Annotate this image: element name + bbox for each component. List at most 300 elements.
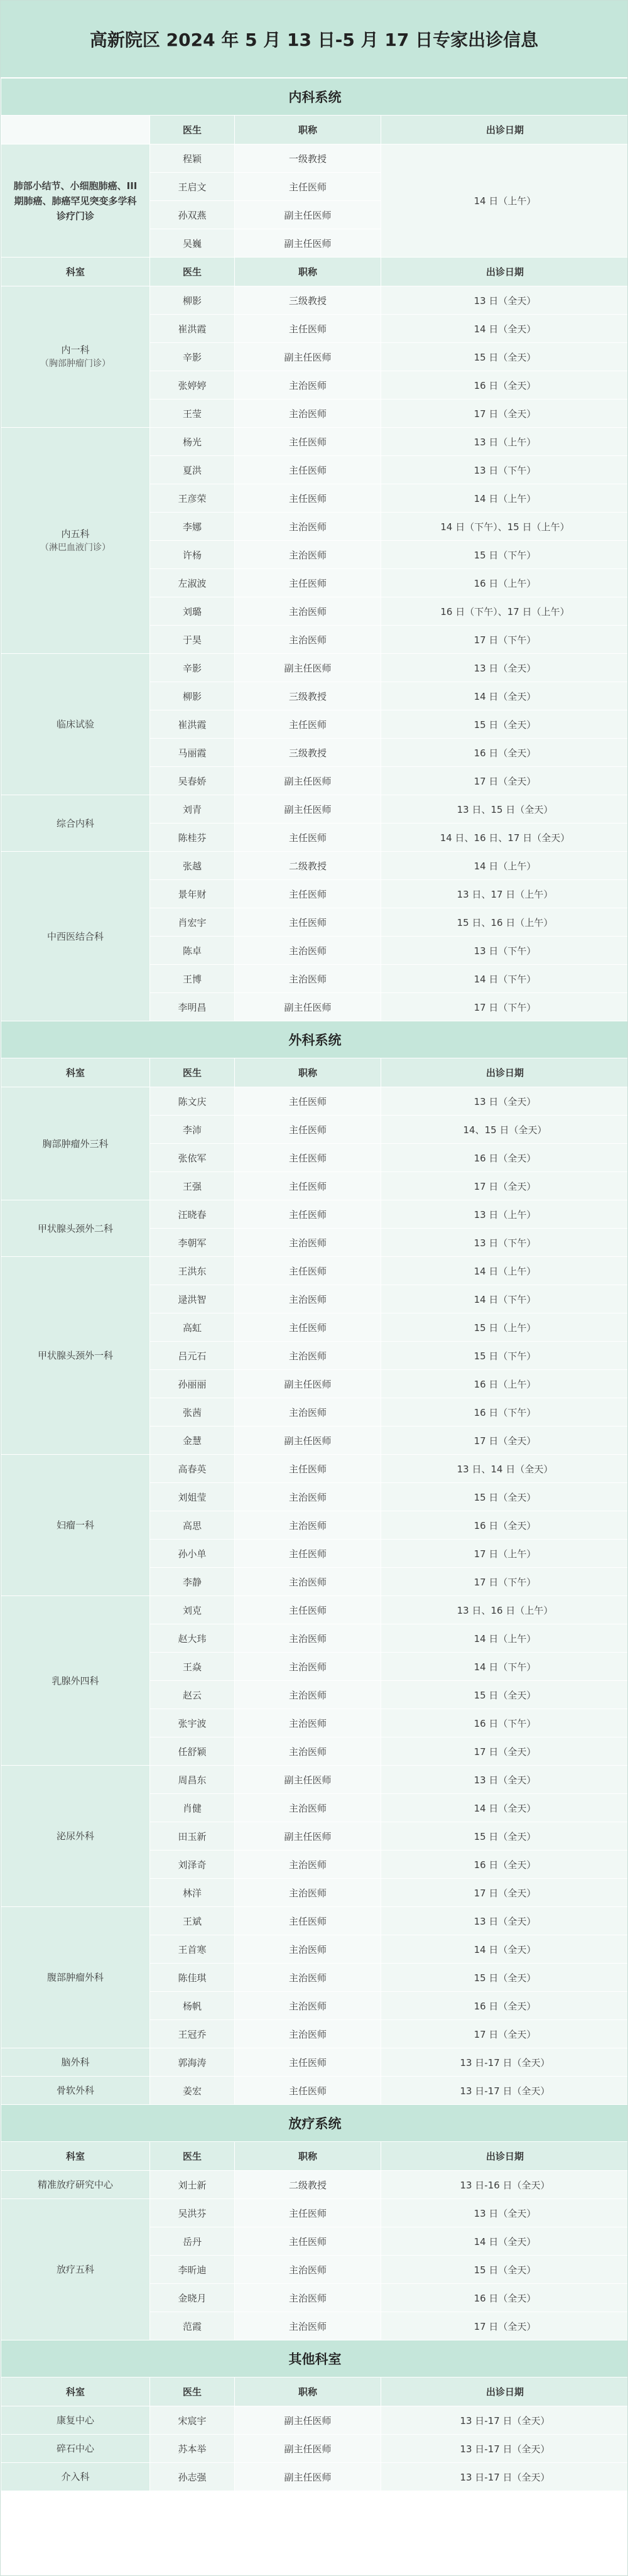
section-header-row [1,1021,628,1058]
header-doctor: 医生 [150,1058,235,1087]
header-date: 出诊日期 [381,1058,628,1087]
doctor-name: 肖宏宇 [150,908,235,937]
department-name: 碎石中心 [56,2443,94,2454]
doctor-title: 主任医师 [235,456,381,484]
doctor-name: 柳影 [150,286,235,315]
doctor-name: 王首寒 [150,1935,235,1964]
doctor-name: 吴春娇 [150,767,235,795]
clinic-date: 14 日（全天） [381,315,628,343]
clinic-date: 17 日（上午） [381,1540,628,1568]
department-name: 腹部肿瘤外科 [46,1972,104,1983]
clinic-date: 13 日-17 日（全天） [381,2463,628,2491]
department-name: 脑外科 [61,2057,90,2068]
department-name: 临床试验 [56,719,94,730]
doctor-title: 主治医师 [235,937,381,965]
clinic-date: 14 日（上午） [381,1257,628,1285]
doctor-title: 主任医师 [235,2077,381,2105]
doctor-title: 副主任医师 [235,2463,381,2491]
clinic-date: 16 日（下午） [381,1398,628,1427]
doctor-name: 张依军 [150,1144,235,1172]
table-row [1,2199,628,2227]
department-cell [1,428,150,654]
doctor-title: 主治医师 [235,1794,381,1822]
doctor-title: 主治医师 [235,1398,381,1427]
doctor-name: 姜宏 [150,2077,235,2105]
clinic-date: 13 日（全天） [381,1907,628,1935]
clinic-date: 14 日（下午） [381,965,628,993]
doctor-name: 肖健 [150,1794,235,1822]
clinic-date: 13 日（下午） [381,1229,628,1257]
doctor-title: 副主任医师 [235,229,381,258]
doctor-title: 主治医师 [235,1681,381,1709]
section-header-row [1,2105,628,2142]
department-name: 甲状腺头颈外一科 [37,1350,113,1361]
clinic-date: 14 日、16 日、17 日（全天） [381,823,628,852]
doctor-name: 刘泽奇 [150,1850,235,1879]
doctor-title: 主任医师 [235,1116,381,1144]
clinic-date: 14 日（全天） [381,1794,628,1822]
clinic-date: 13 日（全天） [381,286,628,315]
clinic-date: 15 日、16 日（上午） [381,908,628,937]
doctor-name: 刘青 [150,795,235,823]
clinic-date: 13 日、16 日（上午） [381,1596,628,1624]
clinic-date: 17 日（下午） [381,626,628,654]
table-row [1,144,628,173]
doctor-title: 主治医师 [235,1511,381,1540]
department-name: 胸部肿瘤外三科 [42,1138,109,1149]
clinic-date: 14 日（下午）、15 日（上午） [381,513,628,541]
doctor-title: 主任医师 [235,1313,381,1342]
doctor-name: 王洪东 [150,1257,235,1285]
doctor-name: 高春英 [150,1455,235,1483]
clinic-date: 16 日（全天） [381,1850,628,1879]
doctor-title: 主治医师 [235,1850,381,1879]
clinic-date: 13 日（全天） [381,1766,628,1794]
clinic-date: 15 日（全天） [381,710,628,739]
table-row [1,1200,628,1229]
doctor-title: 主治医师 [235,1964,381,1992]
clinic-date: 17 日（全天） [381,2312,628,2340]
department-name: 中西医结合科 [46,930,104,942]
doctor-title: 主任医师 [235,2227,381,2256]
doctor-name: 王冠乔 [150,2020,235,2048]
clinic-date: 15 日（下午） [381,541,628,569]
doctor-title: 主治医师 [235,1737,381,1766]
clinic-date: 15 日（全天） [381,1483,628,1511]
doctor-name: 李沛 [150,1116,235,1144]
clinic-date: 13 日、14 日（全天） [381,1455,628,1483]
clinic-date: 13 日、17 日（上午） [381,880,628,908]
clinic-date: 13 日（全天） [381,1087,628,1116]
clinic-date: 15 日（下午） [381,1342,628,1370]
clinic-date: 16 日（上午） [381,569,628,597]
clinic-date: 17 日（全天） [381,2020,628,2048]
doctor-title: 主任医师 [235,1907,381,1935]
column-header-row [1,116,628,144]
doctor-name: 李昕迪 [150,2256,235,2284]
doctor-name: 吴巍 [150,229,235,258]
doctor-title: 主任医师 [235,1144,381,1172]
table-row [1,2463,628,2491]
doctor-name: 辛影 [150,654,235,682]
doctor-name: 王斌 [150,1907,235,1935]
doctor-name: 王焱 [150,1653,235,1681]
department-cell [1,286,150,428]
header-title: 职称 [235,1058,381,1087]
doctor-name: 柳影 [150,682,235,710]
doctor-name: 李静 [150,1568,235,1596]
doctor-title: 三级教授 [235,739,381,767]
clinic-date: 17 日（全天） [381,1737,628,1766]
doctor-title: 主治医师 [235,1992,381,2020]
doctor-title: 主任医师 [235,2199,381,2227]
doctor-name: 张越 [150,852,235,880]
doctor-title: 副主任医师 [235,654,381,682]
doctor-name: 苏本举 [150,2435,235,2463]
doctor-title: 主治医师 [235,2256,381,2284]
header-date: 出诊日期 [381,116,628,144]
doctor-title: 副主任医师 [235,1427,381,1455]
doctor-name: 李明昌 [150,993,235,1021]
doctor-name: 逯洪智 [150,1285,235,1313]
clinic-date: 15 日（上午） [381,1313,628,1342]
clinic-date: 15 日（全天） [381,1964,628,1992]
clinic-date: 14 日（下午） [381,1653,628,1681]
doctor-name: 王启文 [150,173,235,201]
department-cell [1,1455,150,1596]
doctor-name: 李朝军 [150,1229,235,1257]
clinic-date: 16 日（全天） [381,371,628,399]
clinic-date: 17 日（全天） [381,1172,628,1200]
doctor-title: 主任医师 [235,173,381,201]
department-cell [1,2048,150,2077]
doctor-name: 金晓月 [150,2284,235,2312]
doctor-title: 主治医师 [235,1483,381,1511]
doctor-title: 主治医师 [235,597,381,626]
doctor-name: 吴洪芬 [150,2199,235,2227]
department-name: 综合内科 [56,817,94,829]
doctor-title: 主治医师 [235,626,381,654]
header-date: 出诊日期 [381,2378,628,2406]
doctor-title: 主任医师 [235,908,381,937]
doctor-title: 副主任医师 [235,795,381,823]
header-dept: 科室 [1,1058,150,1087]
doctor-title: 副主任医师 [235,2435,381,2463]
department-cell [1,1257,150,1455]
doctor-name: 周昌东 [150,1766,235,1794]
doctor-title: 副主任医师 [235,2406,381,2435]
header-doctor: 医生 [150,258,235,286]
department-cell [1,2406,150,2435]
clinic-date: 15 日（全天） [381,2256,628,2284]
header-blank [1,116,150,144]
table-row [1,1087,628,1116]
doctor-name: 李娜 [150,513,235,541]
clinic-date: 17 日（下午） [381,1568,628,1596]
doctor-name: 王彦荣 [150,484,235,513]
department-cell [1,1596,150,1766]
doctor-name: 马丽霞 [150,739,235,767]
header-dept: 科室 [1,2142,150,2171]
doctor-name: 王博 [150,965,235,993]
clinic-date: 13 日（全天） [381,2199,628,2227]
doctor-name: 陈文庆 [150,1087,235,1116]
doctor-title: 主任医师 [235,1455,381,1483]
header-doctor: 医生 [150,116,235,144]
table-row [1,1257,628,1285]
table-row [1,2171,628,2199]
clinic-date: 16 日（全天） [381,1511,628,1540]
header-title: 职称 [235,258,381,286]
doctor-name: 刘姐莹 [150,1483,235,1511]
department-cell [1,2077,150,2105]
doctor-name: 刘士新 [150,2171,235,2199]
department-name: 内五科 [61,528,90,540]
clinic-date: 13 日-17 日（全天） [381,2435,628,2463]
doctor-name: 张茜 [150,1398,235,1427]
doctor-name: 陈桂芬 [150,823,235,852]
table-row [1,2435,628,2463]
clinic-date: 13 日（全天） [381,654,628,682]
doctor-title: 主任医师 [235,1540,381,1568]
doctor-name: 孙双燕 [150,201,235,229]
doctor-title: 主治医师 [235,1935,381,1964]
doctor-title: 主治医师 [235,1653,381,1681]
doctor-name: 田玉新 [150,1822,235,1850]
doctor-title: 主治医师 [235,1342,381,1370]
schedule-table [1,78,628,2491]
header-dept: 科室 [1,2378,150,2406]
doctor-title: 主治医师 [235,1568,381,1596]
doctor-title: 副主任医师 [235,767,381,795]
doctor-title: 主治医师 [235,1879,381,1907]
department-name: 乳腺外四科 [51,1675,99,1687]
clinic-date: 14、15 日（全天） [381,1116,628,1144]
clinic-date: 13 日（上午） [381,1200,628,1229]
department-cell [1,1087,150,1200]
header-title: 职称 [235,116,381,144]
clinic-date: 14 日（全天） [381,2227,628,2256]
doctor-name: 杨光 [150,428,235,456]
doctor-title: 三级教授 [235,682,381,710]
table-row [1,654,628,682]
doctor-title: 主治医师 [235,965,381,993]
doctor-name: 汪晓春 [150,1200,235,1229]
department-subtitle: （胸部肿瘤门诊） [40,359,111,369]
doctor-name: 赵云 [150,1681,235,1709]
clinic-date: 14 日（全天） [381,682,628,710]
clinic-date: 13 日-17 日（全天） [381,2048,628,2077]
department-cell [1,2171,150,2199]
doctor-name: 陈佳琪 [150,1964,235,1992]
section-title: 内科系统 [1,79,628,116]
doctor-name: 崔洪霞 [150,710,235,739]
header-dept: 科室 [1,258,150,286]
clinic-date: 16 日（上午） [381,1370,628,1398]
doctor-title: 二级教授 [235,852,381,880]
doctor-name: 郭海涛 [150,2048,235,2077]
clinic-date: 17 日（全天） [381,1879,628,1907]
clinic-date: 13 日-17 日（全天） [381,2406,628,2435]
clinic-date: 16 日（下午）、17 日（上午） [381,597,628,626]
doctor-name: 许杨 [150,541,235,569]
column-header-row [1,258,628,286]
clinic-date: 14 日（全天） [381,1935,628,1964]
doctor-name: 孙志强 [150,2463,235,2491]
doctor-title: 主任医师 [235,823,381,852]
column-header-row [1,2142,628,2171]
department-cell [1,654,150,795]
doctor-title: 主治医师 [235,371,381,399]
column-header-row [1,2378,628,2406]
table-row [1,2048,628,2077]
table-row [1,852,628,880]
doctor-title: 主治医师 [235,1624,381,1653]
column-header-row [1,1058,628,1087]
doctor-name: 高虹 [150,1313,235,1342]
doctor-name: 杨帆 [150,1992,235,2020]
table-row [1,2406,628,2435]
doctor-title: 副主任医师 [235,1822,381,1850]
clinic-date: 17 日（全天） [381,767,628,795]
doctor-name: 岳丹 [150,2227,235,2256]
clinic-date: 13 日、15 日（全天） [381,795,628,823]
clinic-date: 14 日（下午） [381,1285,628,1313]
doctor-name: 辛影 [150,343,235,371]
clinic-date: 16 日（全天） [381,2284,628,2312]
clinic-date: 13 日-16 日（全天） [381,2171,628,2199]
table-row [1,286,628,315]
clinic-date: 13 日（下午） [381,937,628,965]
clinic-date: 15 日（全天） [381,1822,628,1850]
doctor-title: 主任医师 [235,484,381,513]
doctor-name: 崔洪霞 [150,315,235,343]
section-header-row [1,2340,628,2378]
table-row [1,2077,628,2105]
doctor-title: 主任医师 [235,2048,381,2077]
section-header-row [1,79,628,116]
clinic-date: 15 日（全天） [381,343,628,371]
doctor-name: 左淑波 [150,569,235,597]
doctor-title: 副主任医师 [235,343,381,371]
clinic-date: 16 日（全天） [381,1144,628,1172]
header-date: 出诊日期 [381,2142,628,2171]
department-cell [1,2435,150,2463]
doctor-title: 主治医师 [235,2284,381,2312]
doctor-title: 主治医师 [235,2020,381,2048]
header-title: 职称 [235,2378,381,2406]
department-cell [1,2199,150,2340]
doctor-name: 王莹 [150,399,235,428]
header-date: 出诊日期 [381,258,628,286]
doctor-title: 主任医师 [235,880,381,908]
table-row [1,1907,628,1935]
doctor-title: 主任医师 [235,428,381,456]
doctor-title: 三级教授 [235,286,381,315]
doctor-title: 主治医师 [235,513,381,541]
department-cell: 肺部小结节、小细胞肺癌、III 期肺癌、肺癌罕见突变多学科诊疗门诊 [1,144,150,258]
clinic-date: 17 日（全天） [381,399,628,428]
doctor-title: 主治医师 [235,2312,381,2340]
doctor-name: 范霞 [150,2312,235,2340]
clinic-date: 16 日（全天） [381,1992,628,2020]
clinic-date: 16 日（下午） [381,1709,628,1737]
doctor-title: 一级教授 [235,144,381,173]
department-name: 康复中心 [56,2415,94,2426]
doctor-name: 张宇波 [150,1709,235,1737]
department-cell [1,795,150,852]
doctor-name: 任舒颖 [150,1737,235,1766]
doctor-title: 主治医师 [235,1709,381,1737]
clinic-date: 13 日-17 日（全天） [381,2077,628,2105]
doctor-title: 副主任医师 [235,1370,381,1398]
department-cell [1,852,150,1021]
doctor-title: 副主任医师 [235,201,381,229]
department-name: 骨软外科 [56,2085,94,2096]
doctor-title: 二级教授 [235,2171,381,2199]
doctor-name: 高思 [150,1511,235,1540]
department-name: 泌尿外科 [56,1830,94,1842]
department-cell [1,1200,150,1257]
header-doctor: 医生 [150,2142,235,2171]
doctor-name: 金慧 [150,1427,235,1455]
doctor-title: 主治医师 [235,541,381,569]
doctor-title: 主治医师 [235,1285,381,1313]
table-row [1,428,628,456]
section-title: 其他科室 [1,2340,628,2378]
doctor-name: 王强 [150,1172,235,1200]
doctor-name: 张婷婷 [150,371,235,399]
doctor-title: 主任医师 [235,1172,381,1200]
department-name: 妇瘤一科 [56,1519,94,1531]
department-name: 放疗五科 [56,2264,94,2275]
doctor-name: 刘璐 [150,597,235,626]
clinic-date: 14 日（上午） [381,484,628,513]
clinic-date: 13 日（上午） [381,428,628,456]
doctor-name: 孙小单 [150,1540,235,1568]
doctor-name: 陈卓 [150,937,235,965]
doctor-title: 副主任医师 [235,993,381,1021]
department-cell [1,1907,150,2048]
doctor-title: 主任医师 [235,1596,381,1624]
doctor-title: 主治医师 [235,399,381,428]
department-name: 甲状腺头颈外二科 [37,1222,113,1234]
doctor-title: 主任医师 [235,569,381,597]
clinic-date: 14 日（上午） [381,1624,628,1653]
header-doctor: 医生 [150,2378,235,2406]
clinic-date: 16 日（全天） [381,739,628,767]
doctor-title: 主任医师 [235,1087,381,1116]
doctor-title: 主治医师 [235,1229,381,1257]
doctor-name: 夏洪 [150,456,235,484]
clinic-date: 13 日（下午） [381,456,628,484]
doctor-name: 吕元石 [150,1342,235,1370]
section-title: 放疗系统 [1,2105,628,2142]
section-title: 外科系统 [1,1021,628,1058]
doctor-name: 赵大玮 [150,1624,235,1653]
department-cell [1,2463,150,2491]
doctor-name: 林洋 [150,1879,235,1907]
table-row [1,795,628,823]
header-title: 职称 [235,2142,381,2171]
clinic-date: 17 日（下午） [381,993,628,1021]
clinic-date: 17 日（全天） [381,1427,628,1455]
table-row [1,1596,628,1624]
department-name: 内一科 [61,344,90,356]
department-cell [1,1766,150,1907]
doctor-name: 程颖 [150,144,235,173]
doctor-name: 于昊 [150,626,235,654]
